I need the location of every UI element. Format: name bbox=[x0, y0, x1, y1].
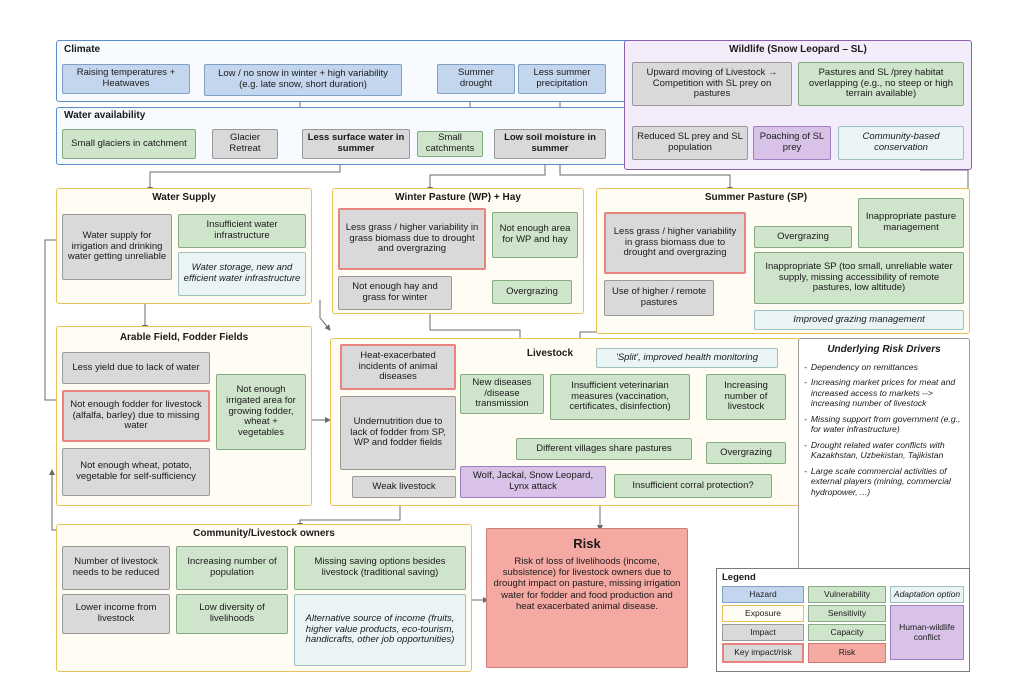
node-not-enough-wheat: Not enough wheat, potato, vegetable for self-sufficiency bbox=[62, 448, 210, 496]
bullet-dash: - bbox=[804, 465, 807, 476]
bullet-dash: - bbox=[804, 362, 807, 372]
driver-item: Missing support from government (e.g., for water infrastructure) bbox=[810, 413, 961, 435]
drivers-list bbox=[804, 362, 966, 566]
node-not-enough-fodder: Not enough fodder for livestock (alfalfa, barley) due to missing water bbox=[62, 390, 210, 442]
node-overgrazing-livestock: Overgrazing bbox=[706, 442, 786, 464]
legend-item-capacity: Capacity bbox=[808, 624, 886, 641]
legend-item-adaptation-option: Adaptation option bbox=[890, 586, 964, 603]
driver-item: Drought related water conflicts with Kazakhstan, Uzbekistan, Tajikistan bbox=[810, 439, 945, 461]
node-raising-temperatures: Raising temperatures + Heatwaves bbox=[62, 64, 190, 94]
node-overgrazing-sp: Overgrazing bbox=[754, 226, 852, 248]
legend-item-impact: Impact bbox=[722, 624, 804, 641]
node-undernutrition: Undernutrition due to lack of fodder from SP, WP and fodder fields bbox=[340, 396, 456, 470]
node-increasing-number-population: Increasing number of population bbox=[176, 546, 288, 590]
node-use-of-higher-remote-pastures: Use of higher / remote pastures bbox=[604, 280, 714, 316]
legend-title: Legend bbox=[722, 572, 756, 583]
node-alternative-source-income: Alternative source of income (fruits, higher value products, eco-tourism, handicrafts, other job opportunities) bbox=[294, 594, 466, 666]
group-drivers-title: Underlying Risk Drivers bbox=[827, 344, 941, 355]
node-lower-income: Lower income from livestock bbox=[62, 594, 170, 634]
node-less-grass-wp: Less grass / higher variability in grass biomass due to drought and overgrazing bbox=[338, 208, 486, 270]
driver-item: Large scale commercial activities of external players (mining, commercial hydropower, ...) bbox=[810, 465, 951, 497]
legend-item-human-wildlife-conflict: Human-wildlife conflict bbox=[890, 605, 964, 660]
driver-item: Dependency on remittances bbox=[810, 362, 918, 372]
risk-box bbox=[486, 528, 688, 668]
node-increasing-number-livestock: Increasing number of livestock bbox=[706, 374, 786, 420]
node-community-based-conservation: Community-based conservation bbox=[838, 126, 964, 160]
node-split-improved-health-monitoring: 'Split', improved health monitoring bbox=[596, 348, 778, 368]
node-water-supply-irrigation: Water supply for irrigation and drinking water getting unreliable bbox=[62, 214, 172, 280]
group-climate-title: Climate bbox=[64, 44, 101, 55]
bullet-dash: - bbox=[804, 439, 807, 450]
legend-item-risk: Risk bbox=[808, 643, 886, 663]
node-heat-exacerbated-diseases: Heat-exacerbated incidents of animal diseases bbox=[340, 344, 456, 390]
group-water-supply-title: Water Supply bbox=[152, 192, 216, 203]
legend-item-exposure: Exposure bbox=[722, 605, 804, 622]
node-pastures-sl-prey-habitat: Pastures and SL /prey habitat overlapping (e.g., no steep or high terrain available) bbox=[798, 62, 964, 106]
node-overgrazing-wp: Overgrazing bbox=[492, 280, 572, 304]
node-not-enough-hay-grass: Not enough hay and grass for winter bbox=[338, 276, 452, 310]
node-new-diseases: New diseases /disease transmission bbox=[460, 374, 544, 414]
bullet-dash: - bbox=[804, 377, 807, 388]
risk-title: Risk bbox=[573, 536, 601, 551]
group-winter-pasture-title: Winter Pasture (WP) + Hay bbox=[395, 192, 521, 203]
node-upward-moving-livestock: Upward moving of Livestock → Competition with SL prey on pastures bbox=[632, 62, 792, 106]
legend-item-hazard: Hazard bbox=[722, 586, 804, 603]
node-improved-grazing-management: Improved grazing management bbox=[754, 310, 964, 330]
node-inappropriate-sp: Inappropriate SP (too small, unreliable water supply, missing accessibility of remote pastures, low altitude) bbox=[754, 252, 964, 304]
node-not-enough-area-wp: Not enough area for WP and hay bbox=[492, 212, 578, 258]
node-less-yield: Less yield due to lack of water bbox=[62, 352, 210, 384]
driver-item: Increasing market prices for meat and increased access to markets --> increasing number of livestock bbox=[810, 377, 956, 409]
group-water-availability-title: Water availability bbox=[64, 110, 146, 121]
node-insufficient-water-infrastructure: Insufficient water infrastructure bbox=[178, 214, 306, 248]
node-small-catchments: Small catchments bbox=[417, 131, 483, 157]
group-arable-title: Arable Field, Fodder Fields bbox=[119, 332, 249, 343]
node-different-villages-share-pastures: Different villages share pastures bbox=[516, 438, 692, 460]
node-not-enough-irrigated-area: Not enough irrigated area for growing fodder, wheat + vegetables bbox=[216, 374, 306, 450]
node-insufficient-veterinarian-measures: Insufficient veterinarian measures (vaccination, certificates, disinfection) bbox=[550, 374, 690, 420]
risk-text: Risk of loss of livelihoods (income, subsistence) for livestock owners due to drought impact on pasture, missing irrigation water for fodder and food production and heat exacerbated animal disease. bbox=[493, 555, 681, 613]
legend-item-vulnerability: Vulnerability bbox=[808, 586, 886, 603]
node-summer-drought: Summer drought bbox=[437, 64, 515, 94]
group-summer-pasture-title: Summer Pasture (SP) bbox=[704, 192, 808, 203]
node-less-summer-precipitation: Less summer precipitation bbox=[518, 64, 606, 94]
node-reduced-sl-prey: Reduced SL prey and SL population bbox=[632, 126, 748, 160]
node-poaching-sl-prey: Poaching of SL prey bbox=[753, 126, 831, 160]
node-small-glaciers: Small glaciers in catchment bbox=[62, 129, 196, 159]
group-community-title: Community/Livestock owners bbox=[193, 528, 335, 539]
node-weak-livestock: Weak livestock bbox=[352, 476, 456, 498]
node-less-surface-water: Less surface water in summer bbox=[302, 129, 410, 159]
node-number-livestock-reduced: Number of livestock needs to be reduced bbox=[62, 546, 170, 590]
node-low-no-snow: Low / no snow in winter + high variability (e.g. late snow, short duration) bbox=[204, 64, 402, 96]
node-water-storage-new: Water storage, new and efficient water infrastructure bbox=[178, 252, 306, 296]
node-inappropriate-pasture-management: Inappropriate pasture management bbox=[858, 198, 964, 248]
node-low-diversity-livelihoods: Low diversity of livelihoods bbox=[176, 594, 288, 634]
node-low-soil-moisture: Low soil moisture in summer bbox=[494, 129, 606, 159]
bullet-dash: - bbox=[804, 413, 807, 424]
node-wolf-jackal-attack: Wolf, Jackal, Snow Leopard, Lynx attack bbox=[460, 466, 606, 498]
node-glacier-retreat: Glacier Retreat bbox=[212, 129, 278, 159]
legend-item-sensitivity: Sensitivity bbox=[808, 605, 886, 622]
node-less-grass-sp: Less grass / higher variability in grass biomass due to drought and overgrazing bbox=[604, 212, 746, 274]
node-insufficient-corral-protection: Insufficient corral protection? bbox=[614, 474, 772, 498]
group-wildlife-title: Wildlife (Snow Leopard – SL) bbox=[729, 44, 867, 55]
group-livestock-title: Livestock bbox=[526, 348, 574, 359]
node-missing-saving-options: Missing saving options besides livestock (traditional saving) bbox=[294, 546, 466, 590]
legend-item-key-impact-risk: Key impact/risk bbox=[722, 643, 804, 663]
